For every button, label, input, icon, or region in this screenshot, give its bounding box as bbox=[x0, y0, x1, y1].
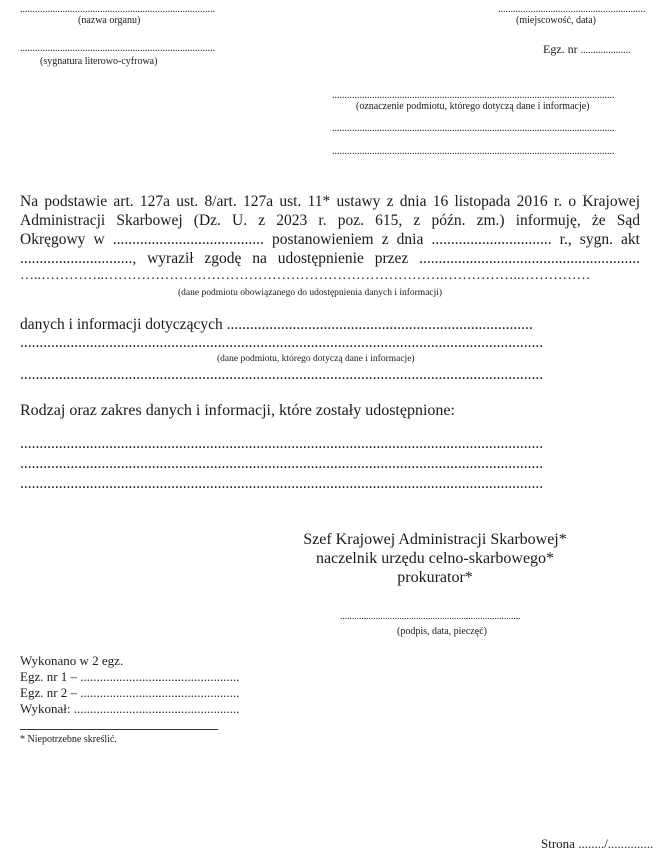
page-number: Strona ......../.............. bbox=[541, 836, 654, 851]
sign-line[interactable]: ............................................................................ bbox=[340, 612, 521, 622]
copy-2-line[interactable]: Egz. nr 2 – ................................................. bbox=[20, 685, 240, 700]
signatory-title-3: prokurator* bbox=[397, 569, 473, 586]
scope-line-2[interactable]: ....................................................................................................................................... bbox=[20, 455, 544, 472]
signatory-title-1: Szef Krajowej Administracji Skarbowej* bbox=[303, 531, 567, 548]
data-subject-line-1[interactable]: ....................................................................................................................................... bbox=[20, 334, 544, 351]
data-subject-label: (dane podmiotu, którego dotyczą dane i informacje) bbox=[217, 354, 415, 364]
signature-label: (sygnatura literowo-cyfrowa) bbox=[40, 56, 158, 67]
copy-number-field[interactable]: .................... bbox=[580, 45, 631, 56]
signatory-block bbox=[290, 530, 580, 587]
place-date-line[interactable]: ........................................................... bbox=[498, 4, 646, 15]
scope-heading: Rodzaj oraz zakres danych i informacji, które zostały udostępnione: bbox=[20, 402, 455, 419]
made-in-copies: Wykonano w 2 egz. bbox=[20, 653, 124, 668]
body-paragraph bbox=[20, 192, 640, 268]
place-date-label: (miejscowość, data) bbox=[516, 15, 596, 26]
copy-1-line[interactable]: Egz. nr 1 – ................................................. bbox=[20, 669, 240, 684]
subject-line-2[interactable]: ................................................................................................................. bbox=[332, 123, 615, 134]
body-line-4: ............................., wyraził zgodę na udostępnienie przez ......................................................... bbox=[20, 250, 640, 267]
footnote-divider bbox=[20, 729, 218, 730]
obliged-entity-line[interactable]: …..…………..……………………………………………………………….……………..…………… bbox=[20, 268, 591, 283]
subject-label: (oznaczenie podmiotu, którego dotyczą dane i informacje) bbox=[356, 101, 590, 112]
copies-block bbox=[20, 653, 240, 717]
copy-number-label: Egz. nr bbox=[543, 42, 578, 56]
subject-line-3[interactable]: ................................................................................................................. bbox=[332, 146, 615, 157]
subject-line-1[interactable]: ................................................................................................................. bbox=[332, 90, 615, 101]
organ-name-label: (nazwa organu) bbox=[78, 15, 141, 26]
footnote: * Niepotrzebne skreślić. bbox=[20, 734, 117, 745]
data-concerning-line[interactable]: danych i informacji dotyczących ............................................................................... bbox=[20, 316, 533, 333]
signature-line[interactable]: .............................................................................. bbox=[20, 43, 215, 54]
data-subject-line-2[interactable]: ....................................................................................................................................... bbox=[20, 366, 544, 383]
scope-line-1[interactable]: ....................................................................................................................................... bbox=[20, 435, 544, 452]
copy-number bbox=[543, 42, 631, 57]
body-line-1: Na podstawie art. 127a ust. 8/art. 127a ust. 11* ustawy z dnia 16 listopada 2016 r. o Krajowej bbox=[20, 193, 640, 210]
made-by-line[interactable]: Wykonał: ................................................... bbox=[20, 701, 240, 716]
sign-label: (podpis, data, pieczęć) bbox=[397, 626, 487, 637]
organ-name-line[interactable]: .............................................................................. bbox=[20, 4, 215, 15]
body-line-2: Administracji Skarbowej (Dz. U. z 2023 r. poz. 615, z późn. zm.) informuję, że Sąd bbox=[20, 212, 640, 229]
obliged-entity-label: (dane podmiotu obowiązanego do udostępnienia danych i informacji) bbox=[178, 288, 443, 298]
signatory-title-2: naczelnik urzędu celno-skarbowego* bbox=[315, 550, 555, 567]
body-line-3: Okręgowy w ....................................... postanowieniem z dnia ............................... r., sygn. akt bbox=[20, 231, 640, 248]
scope-line-3[interactable]: ....................................................................................................................................... bbox=[20, 475, 544, 492]
